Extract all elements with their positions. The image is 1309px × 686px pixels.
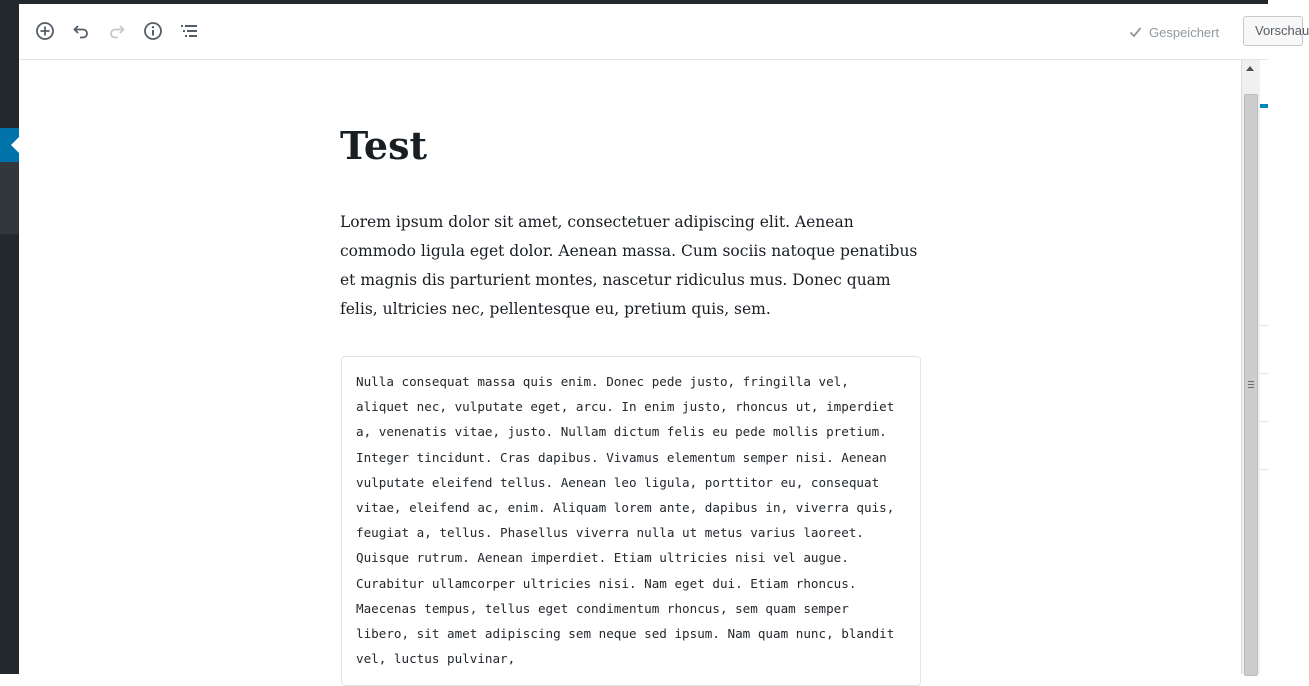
info-button[interactable] [140,17,166,45]
redo-icon [107,21,127,41]
admin-sidebar [0,4,19,674]
outline-icon [179,21,199,41]
preview-button[interactable]: Vorschau [1243,16,1303,46]
info-icon [143,21,163,41]
editor-scrollbar[interactable] [1241,60,1260,674]
code-block-text[interactable]: Nulla consequat massa quis enim. Donec pede justo, fringilla vel, aliquet nec, vulputate eget, arcu. In enim justo, rhoncus ut, imperdiet a, venenatis vitae, justo. Nullam dictum felis eu pede mollis pretium. Integer tincidunt. Cras dapibus. Vivamus elementum semper nisi. Aenean vulputate eleifend tellus. Aenean leo ligula, porttitor eu, consequat vitae, eleifend ac, enim. Aliquam lorem ante, dapibus in, viverra quis, feugiat a, tellus. Phasellus viverra nulla ut metus varius laoreet. Quisque rutrum. Aenean imperdiet. Etiam ultricies nisi vel augue. Curabitur ullamcorper ultricies nisi. Nam eget dui. Etiam rhoncus. Maecenas tempus, tellus eget condimentum rhoncus, sem quam semper libero, sit amet adipiscing sem neque sed ipsum. Nam quam nunc, blandit vel, luctus pulvinar, [356,374,902,667]
scrollbar-thumb[interactable] [1244,94,1258,676]
editor-toolbar [19,4,1309,60]
settings-sidebar [1260,60,1268,674]
undo-button[interactable] [68,17,94,45]
undo-icon [71,21,91,41]
scrollbar-grip-icon [1248,381,1254,390]
paragraph-block[interactable]: Lorem ipsum dolor sit amet, consectetuer adipiscing elit. Aenean commodo ligula eget dolor. Aenean massa. Cum sociis natoque penatibus et magnis dis parturient montes, nascetur ridiculus mus. Donec quam felis, ultricies nec, pellentesque eu, pretium quis, sem. [340,213,918,318]
sidebar-divider [1260,325,1268,326]
sidebar-divider [1260,373,1268,374]
redo-button[interactable] [104,17,130,45]
sidebar-active-tab-indicator [1260,104,1268,108]
save-status [1129,24,1219,40]
menu-arrow-icon [11,137,19,153]
outline-button[interactable] [176,17,202,45]
admin-submenu [0,162,19,234]
sidebar-divider [1260,421,1268,422]
add-block-button[interactable] [32,17,58,45]
checkmark-icon [1129,26,1142,38]
post-title[interactable]: Test [340,123,428,168]
add-block-icon [35,21,55,41]
sidebar-divider [1260,469,1268,470]
editor-canvas [19,60,1241,674]
save-status-label: Gespeichert [1149,24,1220,40]
code-block[interactable] [341,356,921,686]
scroll-up-arrow-icon[interactable] [1246,66,1254,71]
